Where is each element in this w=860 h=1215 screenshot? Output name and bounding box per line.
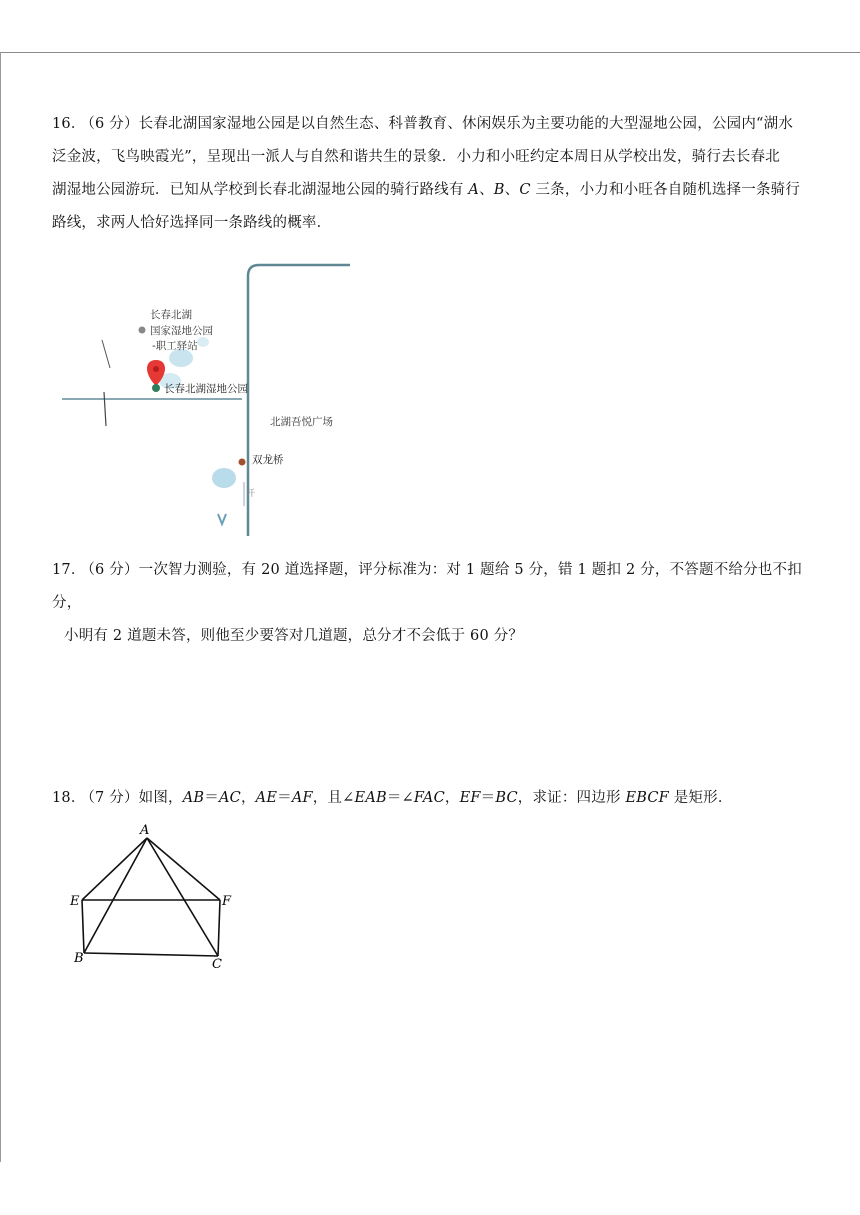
question-17-line-1: [52, 554, 812, 620]
question-17-text: 一次智力测验，有 20 道选择题，评分标准为：对 1 题给 5 分，错 1 题扣 2 分，不答题不给分也不扣分，: [52, 562, 802, 611]
page-top-border: [0, 52, 860, 53]
question-17-line-2: [52, 620, 812, 653]
geometry-figure: [60, 816, 250, 976]
map-road-vertical: [248, 265, 350, 536]
segment-ac: AC: [219, 790, 241, 806]
question-16-text-3b: 三条，小力和小旺各自随机选择一条骑行: [530, 182, 801, 198]
separator: 、: [504, 182, 520, 198]
question-16-score: （6 分）: [87, 116, 139, 132]
q18-symbol: ＝: [480, 790, 496, 806]
q18-text: ，且∠: [312, 790, 355, 806]
question-16-line-4: 路线，求两人恰好选择同一条路线的概率．: [52, 215, 332, 231]
segment-ac-line: [147, 838, 218, 956]
question-17-score: （6 分）: [87, 562, 139, 578]
question-16: [52, 108, 812, 240]
segment-ab-line: [84, 838, 147, 953]
point-label-f: F: [222, 894, 232, 909]
q18-symbol: ，: [240, 790, 256, 806]
map-path-line: [104, 392, 106, 426]
question-16-number: 16．: [52, 116, 86, 132]
segment-af-line: [147, 838, 220, 900]
question-17-number: 17．: [52, 562, 86, 578]
segment-af: AF: [291, 790, 313, 806]
map-label-fragment: 开: [246, 489, 256, 499]
bridge-icon: [239, 459, 246, 466]
question-18-score: （7 分）: [87, 790, 139, 806]
page-left-border: [0, 52, 1, 1162]
segment-ef: EF: [459, 790, 481, 806]
point-label-c: C: [212, 957, 222, 972]
question-16-text: 长春北湖国家湿地公园是以自然生态、科普教育、休闲娱乐为主要功能的大型湿地公园，公园内“湖水: [138, 116, 794, 132]
location-pin-dot: [153, 366, 159, 372]
segment-ae: AE: [255, 790, 278, 806]
map-label-park: 长春北湖: [150, 309, 192, 321]
wetland-park-map: [58, 256, 358, 536]
route-a: A: [468, 182, 480, 198]
q18-text: ，求证：四边形: [517, 790, 626, 806]
point-label-a: A: [140, 823, 150, 838]
lake-shape: [197, 337, 209, 347]
question-16-text-3a: 湖湿地公园游玩．已知从学校到长春北湖湿地公园的骑行路线有: [52, 182, 469, 198]
map-label-park-2: 国家湿地公园: [150, 325, 213, 337]
q18-text: 是矩形．: [668, 790, 733, 806]
q18-symbol: ＝: [277, 790, 292, 806]
chevron-down-icon: [218, 514, 226, 524]
question-16-line-2: 泛金波，飞鸟映霞光”，呈现出一派人与自然和谐共生的景象．小力和小旺约定本周日从学校出发，骑行去长春北: [52, 149, 780, 165]
point-label-e: E: [70, 894, 80, 909]
q18-symbol: ，: [444, 790, 460, 806]
map-label-station: -职工驿站: [152, 340, 198, 352]
segment-bc-line: [84, 953, 218, 956]
q18-text: 如图，: [138, 790, 183, 806]
angle-fac: FAC: [413, 790, 445, 806]
q18-symbol: ＝: [204, 790, 219, 806]
segment-fc-line: [218, 900, 220, 956]
separator: 、: [479, 182, 494, 198]
segment-ab: AB: [182, 790, 205, 806]
route-c: C: [519, 182, 531, 198]
map-label-plaza: 北湖吾悦广场: [270, 416, 333, 428]
route-b: B: [493, 182, 505, 198]
question-17-text-2: 小明有 2 道题未答，则他至少要答对几道题，总分才不会低于 60 分？: [64, 628, 524, 644]
lake-shape: [212, 468, 236, 488]
poi-icon: [139, 327, 146, 334]
angle-eab: EAB: [354, 790, 387, 806]
question-16-line-1: [52, 108, 812, 141]
map-label-wetland: 长春北湖湿地公园: [164, 383, 248, 395]
segment-eb-line: [82, 900, 84, 953]
park-icon: [152, 384, 160, 392]
map-label-bridge: 双龙桥: [252, 454, 284, 466]
q18-text: ＝∠: [386, 790, 414, 806]
question-18-number: 18．: [52, 790, 86, 806]
quadrilateral-ebcf: EBCF: [625, 790, 669, 806]
segment-ae-line: [82, 838, 147, 900]
map-path-line: [102, 340, 110, 368]
point-label-b: B: [74, 951, 84, 966]
question-18: [52, 782, 812, 815]
question-17: [52, 554, 812, 653]
question-16-line-3: [52, 174, 812, 207]
segment-bc: BC: [495, 790, 518, 806]
